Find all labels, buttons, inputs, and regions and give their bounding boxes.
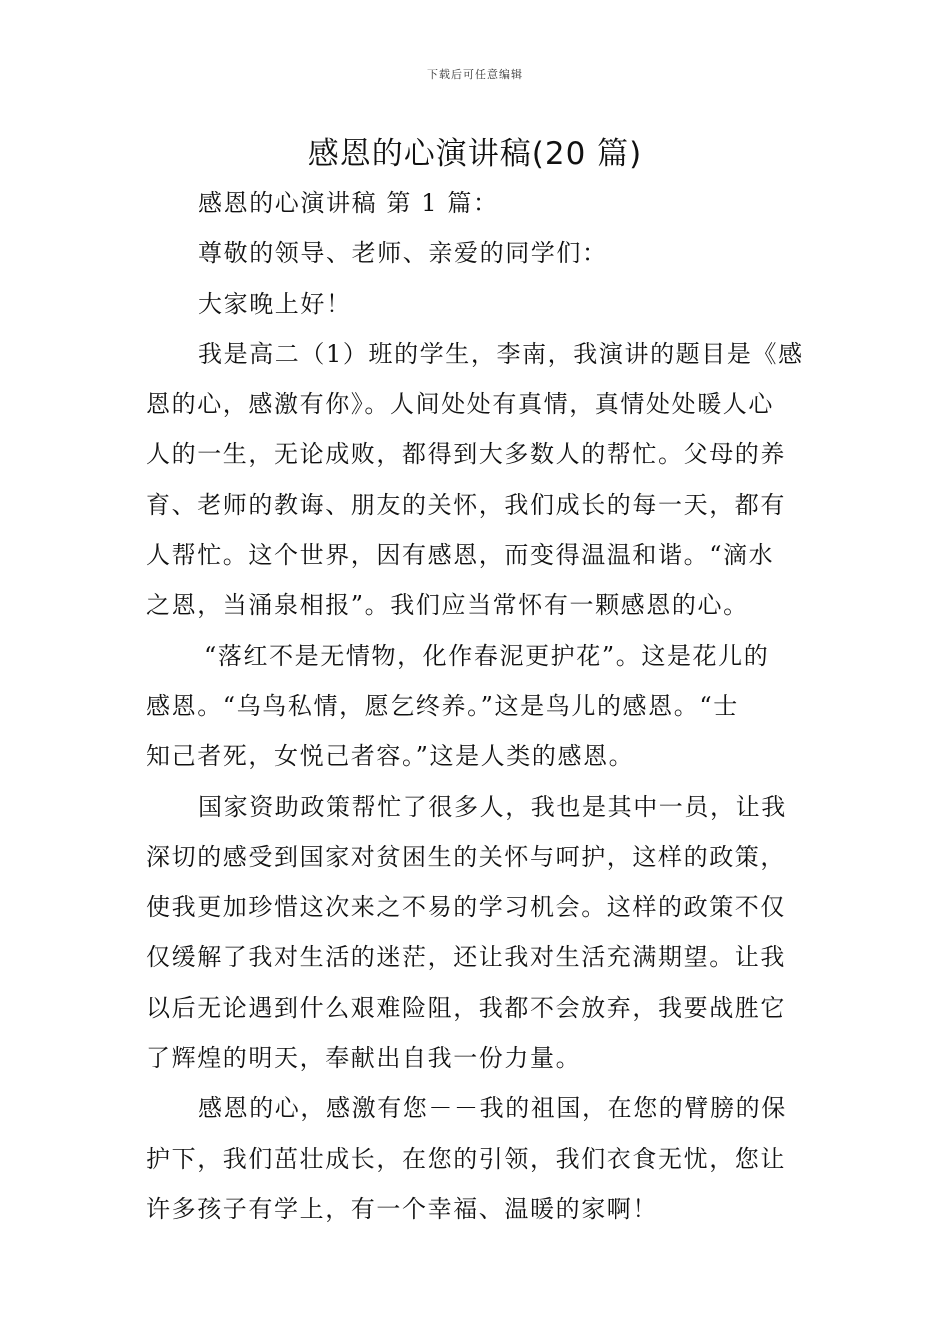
paragraph-line: 恩的心，感激有你》。人间处处有真情，真情处处暖人心 — [146, 390, 774, 419]
greeting: 大家晚上好！ — [198, 289, 352, 318]
paragraph-line: 许多孩子有学上，有一个幸福、温暖的家啊！ — [146, 1194, 658, 1223]
page-title: 感恩的心演讲稿(20 篇) — [307, 136, 643, 172]
paragraph-line: 人帮忙。这个世界，因有感恩，而变得温温和谐。“滴水 — [146, 541, 775, 570]
paragraph-line: 使我更加珍惜这次来之不易的学习机会。这样的政策不仅 — [146, 893, 786, 922]
paragraph-line: 知己者死，女悦己者容。”这是人类的感恩。 — [146, 742, 635, 771]
paragraph-line: 国家资助政策帮忙了很多人，我也是其中一员，让我 — [198, 792, 787, 821]
paragraph-line: “落红不是无情物，化作春泥更护花”。这是花儿的 — [204, 641, 770, 670]
paragraph-line: 以后无论遇到什么艰难险阻，我都不会放弃，我要战胜它 — [146, 993, 786, 1022]
paragraph-line: 护下，我们茁壮成长，在您的引领，我们衣食无忧，您让 — [146, 1144, 786, 1173]
paragraph-line: 感恩。“乌鸟私情，愿乞终养。”这是鸟儿的感恩。“士 — [146, 691, 739, 720]
paragraph-line: 感恩的心，感激有您－－我的祖国，在您的臂膀的保 — [198, 1094, 787, 1123]
paragraph-line: 人的一生，无论成败，都得到大多数人的帮忙。父母的养 — [146, 440, 786, 469]
header-note: 下载后可任意编辑 — [427, 68, 523, 81]
paragraph-line: 深切的感受到国家对贫困生的关怀与呵护，这样的政策， — [146, 842, 786, 871]
paragraph-line: 了辉煌的明天，奉献出自我一份力量。 — [146, 1044, 582, 1073]
document-body — [146, 178, 810, 1234]
salutation: 尊敬的领导、老师、亲爱的同学们： — [198, 239, 608, 268]
section-heading: 感恩的心演讲稿 第 1 篇： — [198, 189, 499, 217]
paragraph-line: 之恩，当涌泉相报”。我们应当常怀有一颗感恩的心。 — [146, 591, 749, 620]
paragraph-line: 我是高二（1）班的学生，李南，我演讲的题目是《感 — [198, 339, 804, 368]
paragraph-line: 仅缓解了我对生活的迷茫，还让我对生活充满期望。让我 — [146, 943, 786, 972]
paragraph-line: 育、老师的教诲、朋友的关怀，我们成长的每一天，都有 — [146, 490, 786, 519]
